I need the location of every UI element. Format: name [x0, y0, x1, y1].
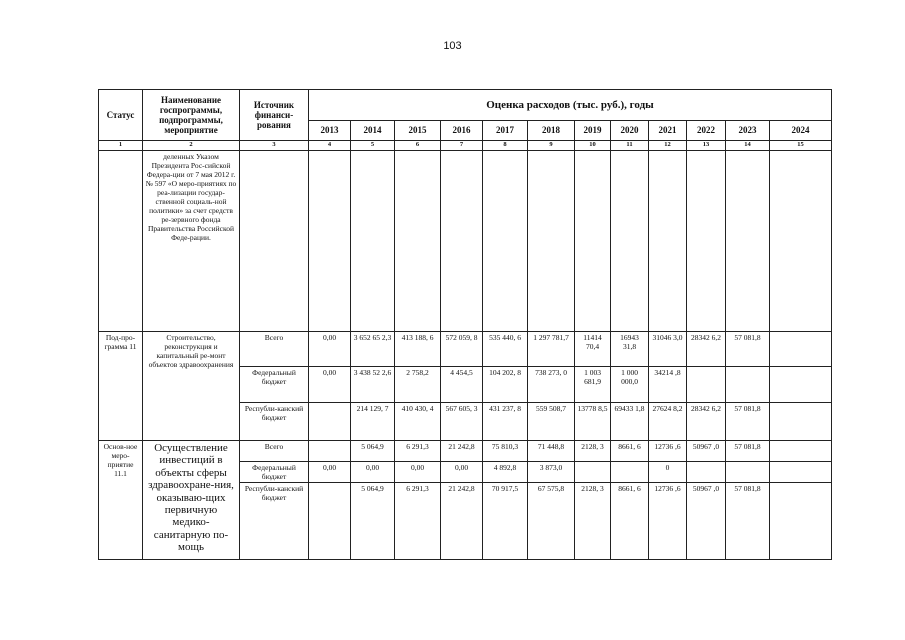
- column-number: 12: [649, 141, 687, 151]
- value-cell: 16943 31,8: [611, 332, 649, 367]
- column-number: 6: [395, 141, 441, 151]
- value-cell: 410 430, 4: [395, 403, 441, 441]
- value-cell: 738 273, 0: [528, 367, 575, 403]
- value-cell: 27624 8,2: [649, 403, 687, 441]
- year-header: 2020: [611, 121, 649, 141]
- value-cell: 572 059, 8: [441, 332, 483, 367]
- value-cell: 75 810,3: [483, 441, 528, 462]
- block1-name: Строительство, реконструкция и капитальный ре-монт объектов здравоохранения: [143, 332, 240, 441]
- block2-source-2: Республи-канский бюджет: [240, 483, 309, 560]
- column-number: 10: [575, 141, 611, 151]
- value-cell: 104 202, 8: [483, 367, 528, 403]
- column-number: 14: [726, 141, 770, 151]
- value-cell: 57 081,8: [726, 483, 770, 560]
- value-cell: 0,00: [351, 462, 395, 483]
- page-number: 103: [443, 40, 462, 52]
- value-cell: 11414 70,4: [575, 332, 611, 367]
- value-cell: 21 242,8: [441, 441, 483, 462]
- value-cell: [687, 462, 726, 483]
- value-cell: [770, 332, 832, 367]
- value-cell: [309, 441, 351, 462]
- year-header: 2013: [309, 121, 351, 141]
- value-cell: 69433 1,8: [611, 403, 649, 441]
- value-cell: 4 454,5: [441, 367, 483, 403]
- value-cell: 413 188, 6: [395, 332, 441, 367]
- header-expenses: Оценка расходов (тыс. руб.), годы: [309, 90, 832, 121]
- value-cell: 5 064,9: [351, 441, 395, 462]
- value-cell: 431 237, 8: [483, 403, 528, 441]
- value-cell: 0,00: [309, 332, 351, 367]
- column-number: 9: [528, 141, 575, 151]
- year-header: 2015: [395, 121, 441, 141]
- value-cell: 535 440, 6: [483, 332, 528, 367]
- value-cell: 28342 6,2: [687, 332, 726, 367]
- value-cell: 71 448,8: [528, 441, 575, 462]
- value-cell: 12736 ,6: [649, 441, 687, 462]
- value-cell: [611, 462, 649, 483]
- value-cell: 50967 ,0: [687, 441, 726, 462]
- value-cell: 67 575,8: [528, 483, 575, 560]
- column-number: 7: [441, 141, 483, 151]
- value-cell: 1 297 781,7: [528, 332, 575, 367]
- value-cell: 2128, 3: [575, 483, 611, 560]
- year-header: 2021: [649, 121, 687, 141]
- value-cell: 21 242,8: [441, 483, 483, 560]
- value-cell: 2128, 3: [575, 441, 611, 462]
- year-header: 2018: [528, 121, 575, 141]
- block2-status: Основ-ное меро-приятие 11.1: [99, 441, 143, 560]
- header-status: Статус: [99, 90, 143, 141]
- value-cell: 8661, 6: [611, 483, 649, 560]
- expenses-table: [98, 89, 832, 560]
- year-header: 2019: [575, 121, 611, 141]
- value-cell: 5 064,9: [351, 483, 395, 560]
- value-cell: [575, 462, 611, 483]
- year-header: 2023: [726, 121, 770, 141]
- column-number: 15: [770, 141, 832, 151]
- value-cell: 0,00: [441, 462, 483, 483]
- value-cell: 34214 ,8: [649, 367, 687, 403]
- cont-name: деленных Указом Президента Рос-сийской Федера-ции от 7 мая 2012 г. № 597 «О меро-приятиях по реа-лизации государ-ственной социаль-ной политики» за счет средств ре-зервного фонда Правительства Российской Феде-рации.: [143, 151, 240, 332]
- block1-source-0: Всего: [240, 332, 309, 367]
- value-cell: 0: [649, 462, 687, 483]
- value-cell: 3 652 65 2,3: [351, 332, 395, 367]
- value-cell: 57 081,8: [726, 441, 770, 462]
- column-number: 5: [351, 141, 395, 151]
- block2-name: Осуществление инвестиций в объекты сферы здравоохране-ния, оказываю-щих первичную медико-санитарную по-мощь: [143, 441, 240, 560]
- block2-source-0: Всего: [240, 441, 309, 462]
- value-cell: 57 081,8: [726, 332, 770, 367]
- column-number: 11: [611, 141, 649, 151]
- header-name: Наименование госпрограммы, подпрограммы, мероприятие: [143, 90, 240, 141]
- value-cell: 0,00: [309, 367, 351, 403]
- year-header: 2016: [441, 121, 483, 141]
- value-cell: [309, 403, 351, 441]
- value-cell: 28342 6,2: [687, 403, 726, 441]
- year-header: 2022: [687, 121, 726, 141]
- value-cell: 70 917,5: [483, 483, 528, 560]
- value-cell: 57 081,8: [726, 403, 770, 441]
- value-cell: [309, 483, 351, 560]
- year-header: 2024: [770, 121, 832, 141]
- block1-source-1: Федеральный бюджет: [240, 367, 309, 403]
- value-cell: 0,00: [395, 462, 441, 483]
- cont-source: [240, 151, 309, 332]
- column-number: 8: [483, 141, 528, 151]
- value-cell: [770, 441, 832, 462]
- header-source: Источник финанси-рования: [240, 90, 309, 141]
- value-cell: [726, 462, 770, 483]
- value-cell: [770, 462, 832, 483]
- value-cell: 6 291,3: [395, 483, 441, 560]
- block2-source-1: Федеральный бюджет: [240, 462, 309, 483]
- value-cell: 2 758,2: [395, 367, 441, 403]
- value-cell: 3 438 52 2,6: [351, 367, 395, 403]
- column-number: 3: [240, 141, 309, 151]
- value-cell: 3 873,0: [528, 462, 575, 483]
- value-cell: 50967 ,0: [687, 483, 726, 560]
- value-cell: [770, 403, 832, 441]
- value-cell: 214 129, 7: [351, 403, 395, 441]
- year-header: 2017: [483, 121, 528, 141]
- value-cell: 4 892,8: [483, 462, 528, 483]
- value-cell: 1 000 000,0: [611, 367, 649, 403]
- block1-source-2: Республи-канский бюджет: [240, 403, 309, 441]
- value-cell: [770, 483, 832, 560]
- value-cell: 559 508,7: [528, 403, 575, 441]
- value-cell: 567 605, 3: [441, 403, 483, 441]
- value-cell: 8661, 6: [611, 441, 649, 462]
- value-cell: 13778 8,5: [575, 403, 611, 441]
- block1-status: Под-про-грамма 11: [99, 332, 143, 441]
- year-header: 2014: [351, 121, 395, 141]
- value-cell: 6 291,3: [395, 441, 441, 462]
- value-cell: 31046 3,0: [649, 332, 687, 367]
- column-number: 2: [143, 141, 240, 151]
- cont-status: [99, 151, 143, 332]
- value-cell: 12736 ,6: [649, 483, 687, 560]
- value-cell: [770, 367, 832, 403]
- value-cell: 0,00: [309, 462, 351, 483]
- value-cell: [726, 367, 770, 403]
- column-number: 4: [309, 141, 351, 151]
- value-cell: [687, 367, 726, 403]
- value-cell: 1 003 681,9: [575, 367, 611, 403]
- column-number: 1: [99, 141, 143, 151]
- column-number: 13: [687, 141, 726, 151]
